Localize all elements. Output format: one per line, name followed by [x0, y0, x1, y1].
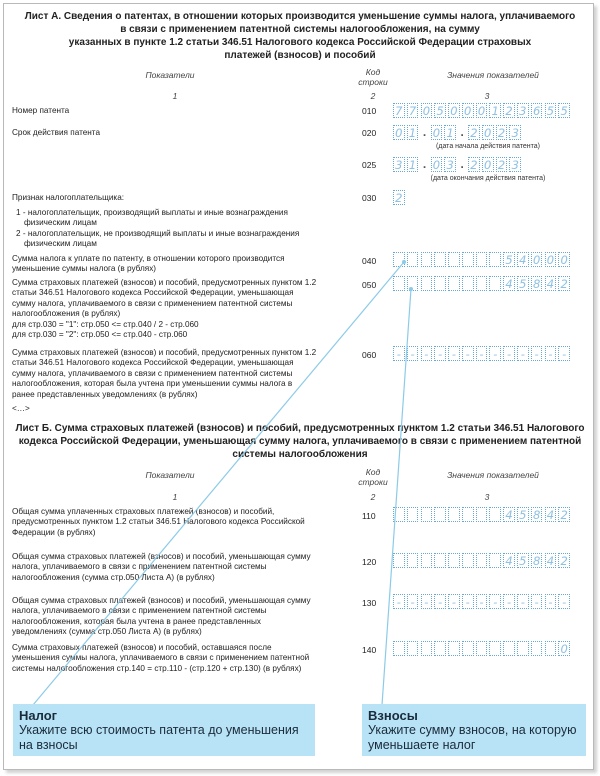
- digit-cell[interactable]: -: [462, 594, 474, 609]
- date-separator: .: [422, 125, 427, 139]
- digit-cell[interactable]: 3: [517, 103, 529, 118]
- digit-cell[interactable]: 2: [468, 125, 480, 140]
- row-060-code: 060: [362, 350, 377, 360]
- digit-cell[interactable]: -: [489, 594, 501, 609]
- date-separator: .: [460, 125, 464, 139]
- digit-cell[interactable]: 5: [434, 103, 446, 118]
- digit-cell[interactable]: -: [448, 346, 460, 361]
- row-110-code: 110: [362, 511, 376, 521]
- digit-cell[interactable]: -: [476, 594, 488, 609]
- row-030-code: 030: [362, 193, 377, 203]
- digit-cell[interactable]: -: [545, 594, 557, 609]
- digit-cell[interactable]: 3: [509, 125, 521, 140]
- ellipsis: <…>: [12, 404, 30, 413]
- contrib-callout-title: Взносы: [368, 708, 418, 723]
- col-header-values: Значения показателей: [447, 70, 539, 80]
- row-120-line: налогообложения (сумма стр.050 Листа А) (в рублях): [12, 572, 215, 582]
- sheet-b-title-line: кодекса Российской Федерации, уменьшающая сумму налога, уплачиваемого в связи с применением патентной: [18, 436, 582, 447]
- digit-cell[interactable]: 2: [468, 157, 480, 172]
- digit-cell[interactable]: 4: [545, 507, 557, 522]
- digit-cell[interactable]: 0: [448, 103, 460, 118]
- digit-cell[interactable]: 2: [503, 103, 515, 118]
- digit-cell[interactable]: 8: [531, 507, 543, 522]
- row-020-label: Срок действия патента: [12, 128, 101, 137]
- digit-cell[interactable]: 4: [545, 276, 557, 291]
- date-separator: .: [460, 157, 464, 171]
- tax-callout: [13, 704, 315, 756]
- row-050-line: статьи 346.51 Налогового кодекса Российской Федерации, уменьшающая: [12, 288, 294, 298]
- col-number: 1: [172, 492, 178, 502]
- start-date-note: (дата начала действия патента): [436, 143, 540, 150]
- date-separator: .: [422, 157, 427, 171]
- digit-cell[interactable]: 4: [517, 252, 529, 267]
- digit-cell[interactable]: 5: [517, 553, 529, 568]
- row-040-line: уменьшение суммы налога (в рублях): [12, 264, 157, 274]
- contrib-connector-line: [382, 289, 411, 705]
- col-number: 3: [484, 91, 490, 101]
- digit-cell[interactable]: 1: [489, 103, 501, 118]
- row-010-code: 010: [362, 106, 377, 116]
- digit-cell[interactable]: -: [462, 346, 474, 361]
- row-040-line: Сумма налога к уплате по патенту, в отношении которого производится: [12, 254, 285, 263]
- row-120-line: налога, уплачиваемого в связи с применением патентной системы: [12, 562, 267, 572]
- row-050-line: для стр.030 = "2": стр.050 <= стр.040 - стр.060: [12, 330, 188, 340]
- digit-cell[interactable]: 8: [531, 553, 543, 568]
- digit-cell[interactable]: 0: [431, 125, 443, 140]
- row-020-code: 020: [362, 128, 377, 138]
- row-140-line: Сумма страховых платежей (взносов) и пособий, оставшаяся после: [12, 643, 272, 652]
- row-060-line: сумму налога, уплачиваемого в связи с применением патентной системы: [12, 368, 293, 378]
- contrib-connector-dot: [409, 287, 413, 291]
- digit-cell[interactable]: 4: [545, 553, 557, 568]
- row-050-line: Сумма страховых платежей (взносов) и пособий, предусмотренных пунктом 1.2: [12, 278, 317, 287]
- digit-cell[interactable]: -: [517, 346, 529, 361]
- col-number: 2: [370, 492, 376, 502]
- tax-callout-text: [19, 723, 299, 753]
- row-050-line: налогообложения (в рублях): [12, 309, 121, 319]
- row-050-line: для стр.030 = "1": стр.050 <= стр.040 / 2 - стр.060: [12, 319, 199, 329]
- digit-cell[interactable]: 4: [503, 553, 515, 568]
- col-header-code: Код строки: [358, 67, 388, 87]
- row-120-code: 120: [362, 557, 377, 567]
- digit-cell[interactable]: -: [434, 346, 446, 361]
- digit-cell[interactable]: 0: [421, 103, 433, 118]
- digit-cell[interactable]: -: [558, 346, 570, 361]
- digit-cell[interactable]: 7: [407, 103, 419, 118]
- row-010-label: Номер патента: [12, 106, 70, 115]
- row-050-code: 050: [362, 280, 377, 290]
- digit-cell[interactable]: -: [434, 594, 446, 609]
- contrib-callout-text: [368, 723, 576, 753]
- row-120-line: Общая сумма страховых платежей (взносов) и пособий, уменьшающая сумму: [12, 552, 311, 561]
- sheet-a-title-line: указанных в пункте 1.2 статьи 346.51 Налогового кодекса Российской Федерации страховых: [68, 37, 532, 48]
- digit-cell[interactable]: -: [476, 346, 488, 361]
- option-2-line: 2 - налогоплательщик, не производящий выплаты и иные вознаграждения: [16, 229, 300, 238]
- row-140-line: уменьшения суммы налога, уплачиваемого в связи с применением патентной: [12, 653, 310, 663]
- digit-cell[interactable]: 5: [517, 507, 529, 522]
- digit-cell[interactable]: 5: [517, 276, 529, 291]
- row-060-line: Сумма страховых платежей (взносов) и пособий, предусмотренных пунктом 1.2: [12, 348, 317, 357]
- digit-cell[interactable]: -: [517, 594, 529, 609]
- digit-cell[interactable]: 6: [531, 103, 543, 118]
- row-060-line: налогообложения, которая была учтена при уменьшении суммы налога в: [12, 379, 293, 389]
- digit-cell[interactable]: 4: [503, 276, 515, 291]
- col-number: 3: [484, 492, 490, 502]
- end-date-note: (дата окончания действия патента): [430, 175, 546, 182]
- row-110-line: предусмотренных пунктом 1.2 статьи 346.51 Налогового кодекса Российской: [12, 517, 305, 527]
- contrib-callout-line: уменьшаете налог: [368, 738, 476, 752]
- contrib-callout: [362, 704, 586, 756]
- col-header-values: Значения показателей: [447, 470, 539, 480]
- digit-cell[interactable]: -: [407, 346, 419, 361]
- tax-callout-title: Налог: [19, 708, 58, 723]
- sheet-b-title-line: системы налогообложения: [232, 449, 368, 460]
- row-130-code: 130: [362, 598, 377, 608]
- tax-callout-line: Укажите всю стоимость патента до уменьшения: [19, 723, 299, 737]
- digit-cell[interactable]: -: [558, 594, 570, 609]
- row-130-line: налога, уплачиваемого в связи с применением патентной системы: [12, 606, 267, 616]
- row-140-code: 140: [362, 645, 377, 655]
- digit-cell[interactable]: 4: [503, 507, 515, 522]
- digit-cell[interactable]: 0: [545, 252, 557, 267]
- row-130-line: налогообложения, которая была учтена в ранее представленных: [12, 616, 261, 626]
- row-025-code: 025: [362, 160, 377, 170]
- digit-cell[interactable]: -: [531, 346, 543, 361]
- digit-cell[interactable]: -: [421, 594, 433, 609]
- col-header-indicators: Показатели: [145, 470, 195, 480]
- row-140-line: системы налогообложения стр.140 = стр.110 - (стр.120 + стр.130) (в рублях): [12, 663, 302, 673]
- digit-cell[interactable]: 0: [558, 252, 570, 267]
- sheet-b-title-line: Лист Б. Сумма страховых платежей (взносов) и пособий, предусмотренных пунктом 1.2 статьи 346.51 Налогового: [15, 423, 585, 434]
- digit-cell[interactable]: 5: [503, 252, 515, 267]
- contrib-callout-line: Укажите сумму взносов, на которую: [368, 723, 577, 737]
- col-number: 1: [172, 91, 178, 101]
- sheet-a-title-line: в связи с применением патентной системы налогообложения, на сумму: [120, 24, 480, 35]
- col-header-code: Код строки: [358, 467, 388, 487]
- option-2-line: физическим лицам: [24, 239, 97, 248]
- digit-cell[interactable]: -: [393, 594, 405, 609]
- row-060-line: ранее представленных уведомлениях (в рублях): [12, 389, 198, 399]
- digit-cell[interactable]: 5: [545, 103, 557, 118]
- row-050-line: сумму налога, уплачиваемого в связи с применением патентной системы: [12, 298, 293, 308]
- digit-cell[interactable]: 2: [558, 507, 570, 522]
- digit-cell[interactable]: 5: [558, 103, 570, 118]
- digit-cell[interactable]: 2: [558, 553, 570, 568]
- digit-cell[interactable]: 0: [431, 157, 443, 172]
- tax-connector-line: [33, 262, 404, 705]
- digit-cell[interactable]: 7: [393, 103, 405, 118]
- digit-cell[interactable]: -: [489, 346, 501, 361]
- sheet-a-title-line: Лист А. Сведения о патентах, в отношении которых производится уменьшение суммы налога, уплачиваемого: [24, 11, 576, 22]
- digit-cell[interactable]: 3: [444, 157, 456, 172]
- digit-cell[interactable]: -: [531, 594, 543, 609]
- digit-cell[interactable]: 0: [531, 252, 543, 267]
- row-060-line: статьи 346.51 Налогового кодекса Российской Федерации, уменьшающая: [12, 358, 294, 368]
- row-130-line: Общая сумма страховых платежей (взносов) и пособий, уменьшающая сумму: [12, 596, 311, 605]
- digit-cell[interactable]: 0: [482, 125, 494, 140]
- digit-cell[interactable]: 2: [393, 190, 405, 205]
- digit-cell[interactable]: 0: [476, 103, 488, 118]
- col-header-indicators: Показатели: [145, 70, 195, 80]
- digit-cell[interactable]: 8: [531, 276, 543, 291]
- option-1-line: 1 - налогоплательщик, производящий выплаты и иные вознаграждения: [16, 208, 288, 217]
- tax-connector-dot: [402, 260, 406, 264]
- digit-cell[interactable]: 0: [482, 157, 494, 172]
- digit-cell[interactable]: 0: [558, 641, 570, 656]
- digit-cell[interactable]: -: [421, 346, 433, 361]
- digit-cell[interactable]: 0: [462, 103, 474, 118]
- digit-cell[interactable]: -: [448, 594, 460, 609]
- digit-cell[interactable]: 2: [496, 157, 508, 172]
- digit-cell[interactable]: 3: [509, 157, 521, 172]
- digit-cell[interactable]: 1: [407, 125, 419, 140]
- tax-callout-line: на взносы: [19, 738, 78, 752]
- col-number: 2: [370, 91, 376, 101]
- row-040-code: 040: [362, 256, 377, 266]
- digit-cell[interactable]: -: [503, 346, 515, 361]
- row-110-line: Федерации (в рублях): [12, 527, 96, 537]
- digit-cell[interactable]: 2: [558, 276, 570, 291]
- sheet-a-title-line: платежей (взносов) и пособий: [224, 50, 376, 61]
- digit-cell[interactable]: -: [393, 346, 405, 361]
- digit-cell[interactable]: -: [407, 594, 419, 609]
- taxpayer-sign-title: Признак налогоплательщика:: [12, 193, 125, 202]
- digit-cell[interactable]: -: [545, 346, 557, 361]
- digit-cell[interactable]: 3: [393, 157, 405, 172]
- option-1-line: физическим лицам: [24, 218, 97, 227]
- digit-cell[interactable]: -: [503, 594, 515, 609]
- digit-cell[interactable]: 0: [393, 125, 405, 140]
- row-130-line: уведомлениях (сумма стр.050 Листа А) (в рублях): [12, 627, 202, 637]
- digit-cell[interactable]: 2: [496, 125, 508, 140]
- row-110-line: Общая сумма уплаченных страховых платежей (взносов) и пособий,: [12, 507, 275, 516]
- digit-cell[interactable]: 1: [407, 157, 419, 172]
- digit-cell[interactable]: 1: [444, 125, 456, 140]
